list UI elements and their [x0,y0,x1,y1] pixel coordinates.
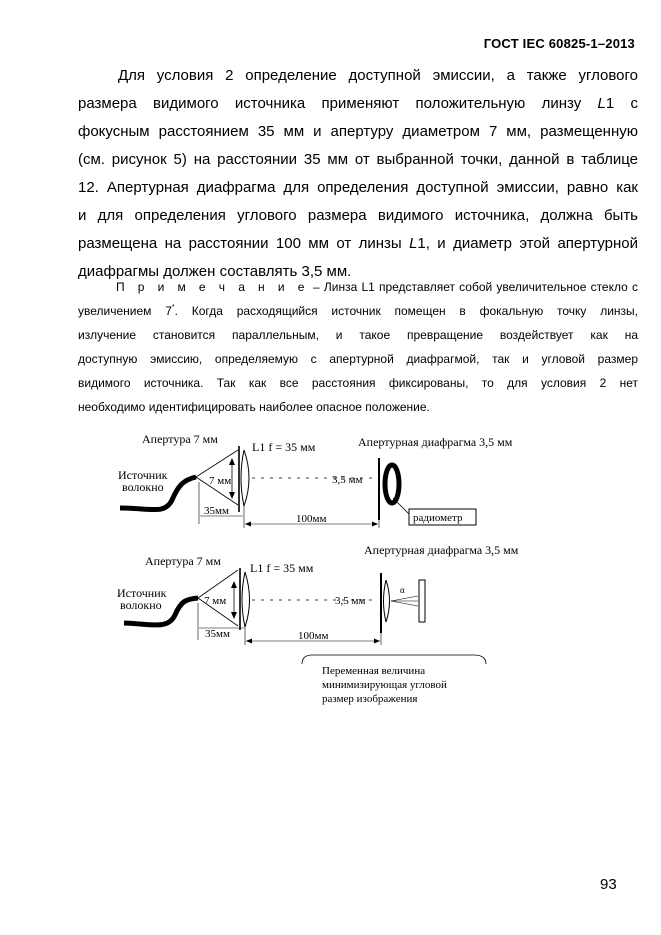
lens-icon [386,580,390,622]
stop-dim-label: 3,5 мм [332,474,363,486]
body-line: 12. Апертурная диафрагма для определения доступной эмиссии, равно как [78,179,638,196]
bracket-icon [302,655,486,664]
lens-label: L1 f = 35 мм [250,561,314,575]
source-label: Источник [118,468,168,482]
stop-label: Апертурная диафрагма 3,5 мм [364,543,519,557]
note-line: П р и м е ч а н и е – Линза L1 представляет собой увеличительное стекло с [116,280,638,294]
aperture-dim-label: 7 мм [204,595,227,607]
caption-line: Переменная величина [322,665,426,677]
note-line: необходимо идентифицировать наиболее опасное положение. [78,400,430,414]
source-label: волокно [120,598,162,612]
screen-icon [419,580,425,622]
aperture-dim-label: 7 мм [209,475,232,487]
stop-dim-label: 3,5 мм [335,595,366,607]
radiometer-icon [385,465,399,503]
lens-icon [244,450,249,506]
dim-100-label: 100мм [298,630,329,642]
aperture-label: Апертура 7 мм [142,432,218,446]
body-line: и для определения углового размера видимого источника, должна быть [78,207,638,224]
dim-100-label: 100мм [296,513,327,525]
note-line: доступную эмиссию, определяемую с апертурной диафрагмой, так и угловой размер [78,352,638,366]
note-line: излучение становится параллельным, и такое превращение воздействует как на [78,328,638,342]
note-line: увеличением 7*. Когда расходящийся источник помещен в фокальную точку линзы, [78,304,638,318]
body-line: фокусным расстоянием 35 мм и апертуру диаметром 7 мм, размещенную [78,123,638,140]
dim-35-label: 35мм [205,628,230,640]
alpha-label: α [400,585,405,595]
aperture-label: Апертура 7 мм [145,554,221,568]
source-label: волокно [122,480,164,494]
radiometer-label: радиометр [413,512,463,524]
diagram-top [118,432,513,528]
body-line: размера видимого источника применяют положительную линзу L1 с [78,95,638,112]
lens-label: L1 f = 35 мм [252,440,316,454]
source-label: Источник [117,586,167,600]
caption-line: размер изображения [322,693,418,705]
lens-icon [245,572,250,627]
stop-label: Апертурная диафрагма 3,5 мм [358,435,513,449]
note-label: П р и м е ч а н и е [116,280,309,294]
page-number: 93 [600,876,617,893]
body-line: диафрагмы должен составлять 3,5 мм. [78,263,352,280]
page-header: ГОСТ IEC 60825-1–2013 [483,36,635,51]
diagram-bottom [117,543,519,705]
body-line: Для условия 2 определение доступной эмиссии, а также углового [118,67,638,84]
dim-35-label: 35мм [204,505,229,517]
body-line: (см. рисунок 5) на расстоянии 35 мм от выбранной точки, данной в таблице [78,151,638,168]
note-line: видимого источника. Так как все расстояния фиксированы, то для условия 2 нет [78,376,638,390]
caption-line: минимизирующая угловой [322,679,447,691]
body-line: размещена на расстоянии 100 мм от линзы L1, и диаметр этой апертурной [78,235,638,252]
